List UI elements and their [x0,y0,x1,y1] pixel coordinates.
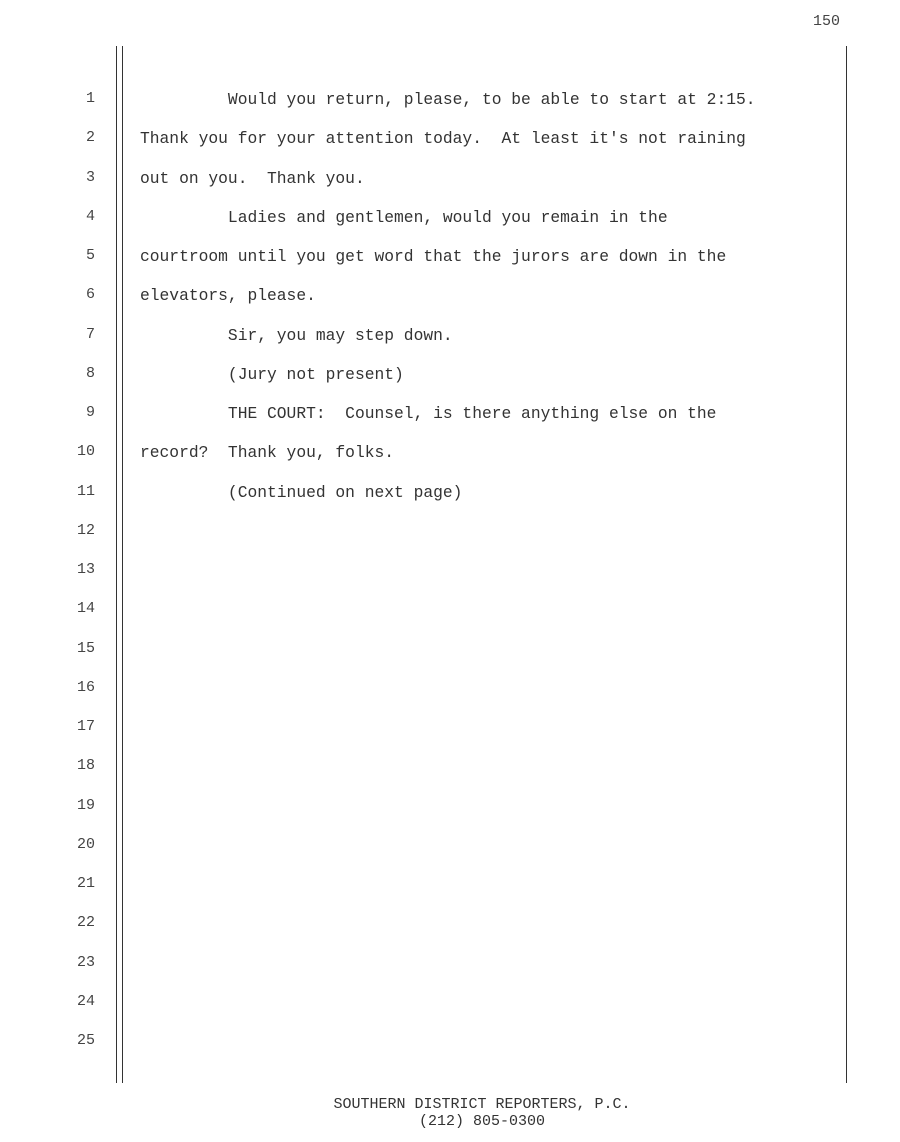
line-number: 9 [85,404,95,421]
line-number: 6 [85,286,95,304]
transcript-line [0,286,900,325]
transcript-line [0,208,900,247]
transcript-line [0,522,900,561]
line-text: out on you. Thank you. [140,168,365,188]
line-number: 4 [85,207,95,225]
transcript-line [0,718,900,757]
transcript-line [0,129,900,168]
line-number: 17 [76,718,95,735]
line-number: 21 [76,875,95,892]
line-number: 15 [76,639,95,657]
transcript-line [0,365,900,404]
transcript-line [0,561,900,600]
line-number: 22 [76,914,95,932]
line-number: 19 [76,796,95,814]
line-number: 25 [76,1032,95,1049]
line-text: THE COURT: Counsel, is there anything else on the [140,404,717,423]
line-text: (Jury not present) [140,364,404,384]
transcript-line [0,757,900,796]
line-text: Thank you for your attention today. At least it's not raining [140,129,746,149]
line-number: 14 [76,600,95,618]
transcript-line [0,404,900,443]
line-number: 23 [76,953,95,971]
line-number: 5 [85,247,95,264]
transcript-line [0,600,900,639]
transcript-line [0,836,900,875]
line-number: 8 [85,364,95,382]
line-number: 13 [76,561,95,578]
line-text: record? Thank you, folks. [140,443,395,463]
transcript-line [0,1032,900,1071]
line-number: 18 [76,757,95,775]
transcript-line [0,169,900,208]
line-text: elevators, please. [140,286,316,306]
footer-phone: (212) 805-0300 [418,1113,546,1130]
transcript-line [0,640,900,679]
line-number: 16 [76,678,95,696]
transcript-line [0,993,900,1032]
line-number: 1 [85,90,95,107]
line-number: 7 [85,325,95,343]
line-text: courtroom until you get word that the jurors are down in the [140,247,727,266]
transcript-line [0,443,900,482]
line-number: 10 [76,443,95,461]
transcript-line [0,914,900,953]
transcript-line [0,797,900,836]
transcript-line [0,483,900,522]
line-number: 24 [76,992,95,1010]
line-number: 20 [76,835,95,853]
transcript-line [0,679,900,718]
line-text: Would you return, please, to be able to start at 2:15. [140,90,756,109]
transcript-line [0,90,900,129]
transcript-line [0,247,900,286]
line-number: 12 [76,521,95,539]
line-number: 3 [85,168,95,186]
transcript-line [0,326,900,365]
line-number: 2 [85,129,95,147]
footer-firm-name: SOUTHERN DISTRICT REPORTERS, P.C. [333,1096,631,1113]
line-text: Sir, you may step down. [140,325,453,345]
page-number: 150 [812,13,840,30]
line-number: 11 [76,482,95,500]
line-text: Ladies and gentlemen, would you remain in the [140,207,668,227]
transcript-line [0,875,900,914]
line-text: (Continued on next page) [140,482,463,502]
transcript-line [0,954,900,993]
